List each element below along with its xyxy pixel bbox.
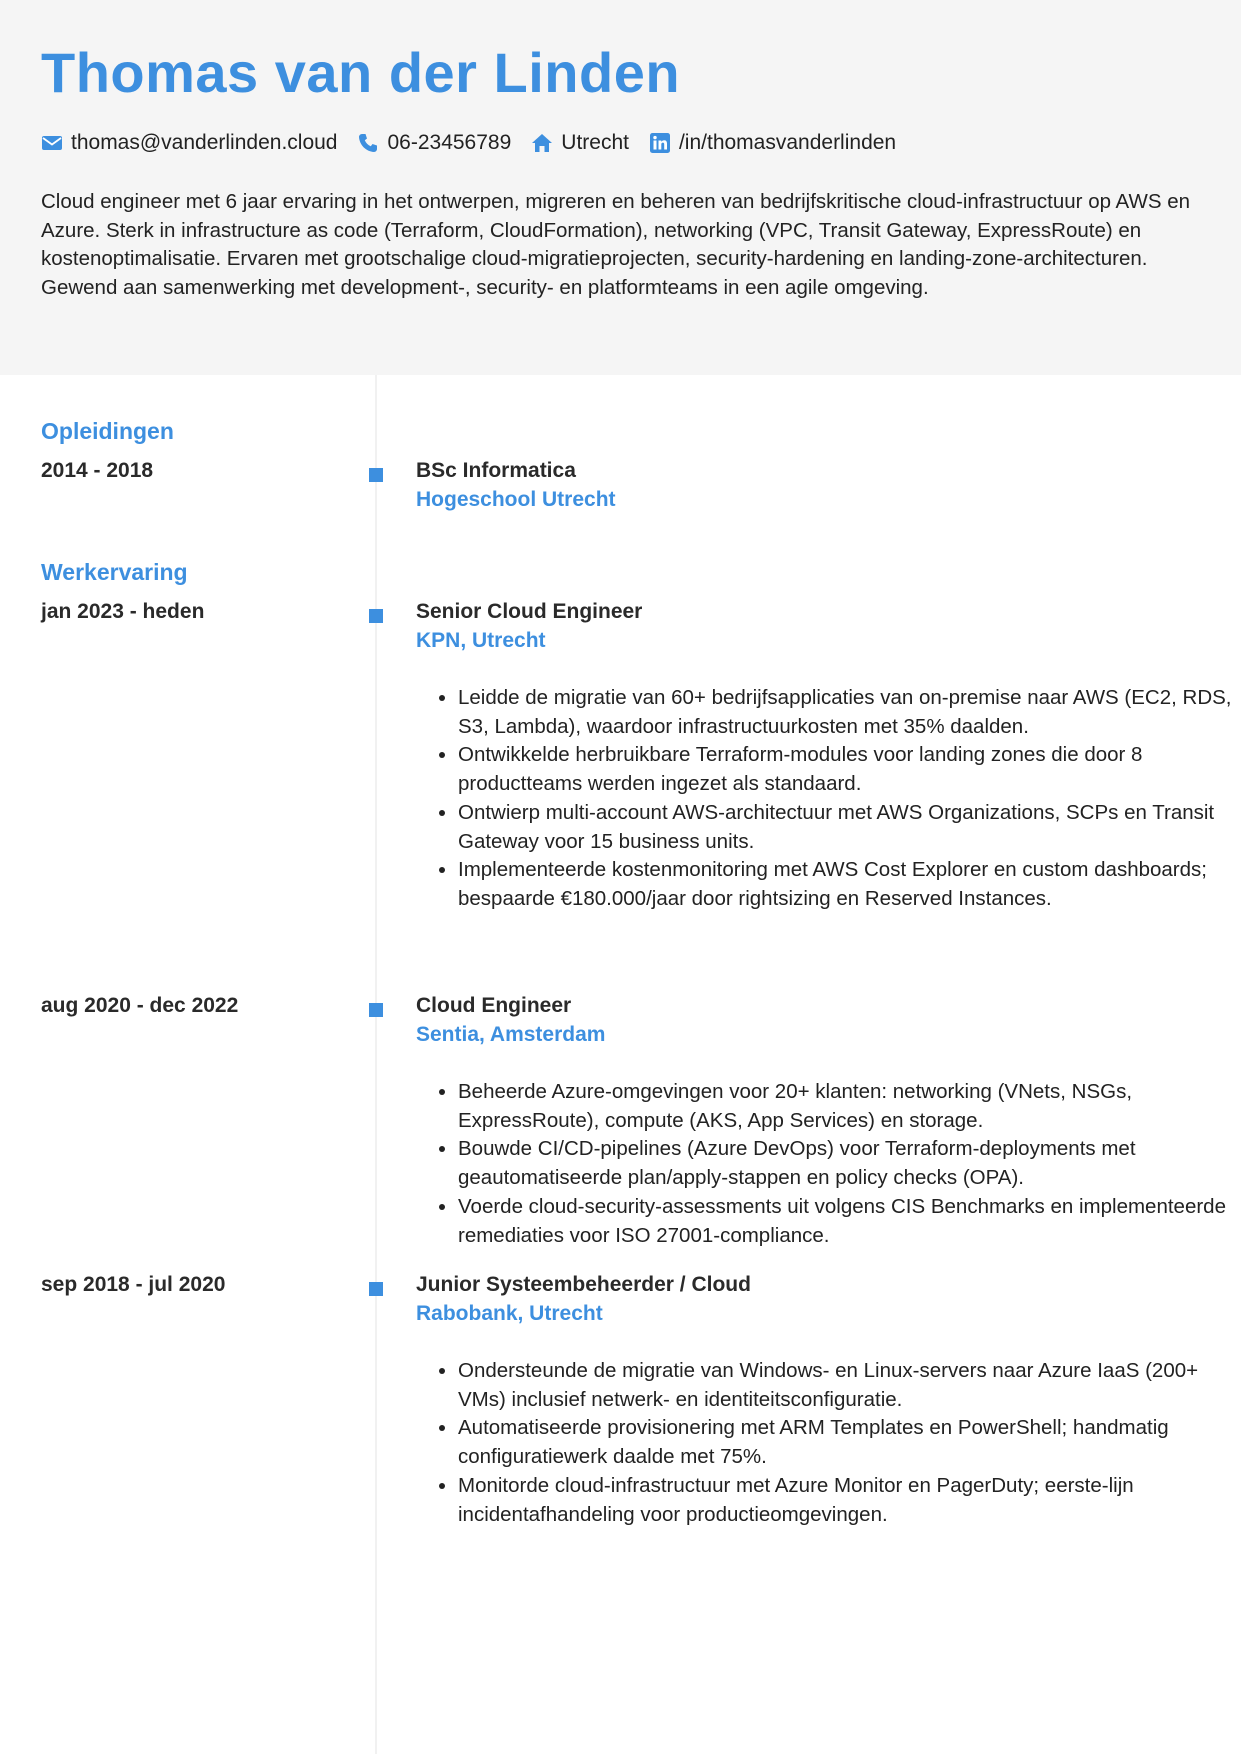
timeline-divider xyxy=(375,375,377,1754)
list-item: • Voerde cloud-security-assessments uit volgens CIS Benchmarks en implementeerde remediaties voor ISO 27001-compliance. xyxy=(458,1193,1241,1250)
entry-role: Junior Systeembeheerder / Cloud xyxy=(416,1273,751,1296)
timeline-marker xyxy=(369,468,383,482)
contact-email-text: thomas@vanderlinden.cloud xyxy=(71,131,338,154)
list-item: • Ontwierp multi-account AWS-architectuur met AWS Organizations, SCPs en Transit Gateway voor 15 business units. xyxy=(458,799,1241,856)
contact-row xyxy=(41,128,916,158)
section-title-experience: Werkervaring xyxy=(41,559,188,585)
entry-dates: 2014 - 2018 xyxy=(41,459,154,482)
list-item: • Implementeerde kostenmonitoring met AWS Cost Explorer en custom dashboards; bespaarde €180.000/jaar door rightsizing en Reserved Instances. xyxy=(458,856,1241,913)
home-icon xyxy=(531,132,553,154)
entry-institution: Hogeschool Utrecht xyxy=(416,488,616,511)
entry-dates: jan 2023 - heden xyxy=(41,600,205,623)
entry-degree: BSc Informatica xyxy=(416,459,576,482)
list-item: • Ontwikkelde herbruikbare Terraform-modules voor landing zones die door 8 productteams werden ingezet als standaard. xyxy=(458,741,1241,798)
candidate-name: Thomas van der Linden xyxy=(41,41,681,104)
contact-phone[interactable] xyxy=(357,131,511,155)
header xyxy=(0,0,1241,375)
phone-icon xyxy=(357,132,379,154)
entry-bullets xyxy=(416,684,1241,914)
list-item: • Bouwde CI/CD-pipelines (Azure DevOps) voor Terraform-deployments met geautomatiseerde plan/apply-stappen en policy checks (OPA). xyxy=(458,1135,1241,1192)
entry-company: Rabobank, Utrecht xyxy=(416,1302,603,1325)
profile-summary: Cloud engineer met 6 jaar ervaring in het ontwerpen, migreren en beheren van bedrijfskritische cloud-infrastructuur op AWS en Azure. Sterk in infrastructure as code (Terraform, CloudFormation), networking (VPC, Transit Gateway, ExpressRoute) en kostenoptimalisatie. Ervaren met grootschalige cloud-migratieprojecten, security-hardening en landing-zone-architecturen. Gewend aan samenwerking met development-, security- en platformteams in een agile omgeving. xyxy=(41,190,1190,299)
list-item: • Monitorde cloud-infrastructuur met Azure Monitor en PagerDuty; eerste-lijn incidentafhandeling voor productieomgevingen. xyxy=(458,1472,1241,1529)
section-title-education: Opleidingen xyxy=(41,418,174,444)
entry-dates: aug 2020 - dec 2022 xyxy=(41,994,239,1017)
timeline-marker xyxy=(369,1282,383,1296)
entry-company: Sentia, Amsterdam xyxy=(416,1023,606,1046)
list-item: • Automatiseerde provisionering met ARM Templates en PowerShell; handmatig configuratiewerk daalde met 75%. xyxy=(458,1414,1241,1471)
contact-email[interactable] xyxy=(41,131,337,155)
contact-linkedin-text: /in/thomasvanderlinden xyxy=(678,131,897,154)
entry-dates: sep 2018 - jul 2020 xyxy=(41,1273,226,1296)
contact-linkedin[interactable] xyxy=(649,131,896,155)
list-item: • Ondersteunde de migratie van Windows- en Linux-servers naar Azure IaaS (200+ VMs) inclusief netwerk- en identiteitsconfiguratie. xyxy=(458,1357,1241,1414)
list-item: • Beheerde Azure-omgevingen voor 20+ klanten: networking (VNets, NSGs, ExpressRoute), compute (AKS, App Services) en storage. xyxy=(458,1078,1241,1135)
linkedin-icon xyxy=(649,132,671,154)
entry-bullets xyxy=(416,1357,1241,1529)
entry-company: KPN, Utrecht xyxy=(416,629,546,652)
envelope-icon xyxy=(41,132,63,154)
contact-phone-text: 06-23456789 xyxy=(387,131,512,154)
list-item: • Leidde de migratie van 60+ bedrijfsapplicaties van on-premise naar AWS (EC2, RDS, S3, Lambda), waardoor infrastructuurkosten met 35% daalden. xyxy=(458,684,1241,741)
contact-location-text: Utrecht xyxy=(561,131,629,154)
entry-bullets xyxy=(416,1078,1241,1250)
entry-role: Cloud Engineer xyxy=(416,994,572,1017)
contact-location xyxy=(531,131,629,155)
timeline-marker xyxy=(369,1003,383,1017)
timeline-marker xyxy=(369,609,383,623)
entry-role: Senior Cloud Engineer xyxy=(416,600,643,623)
